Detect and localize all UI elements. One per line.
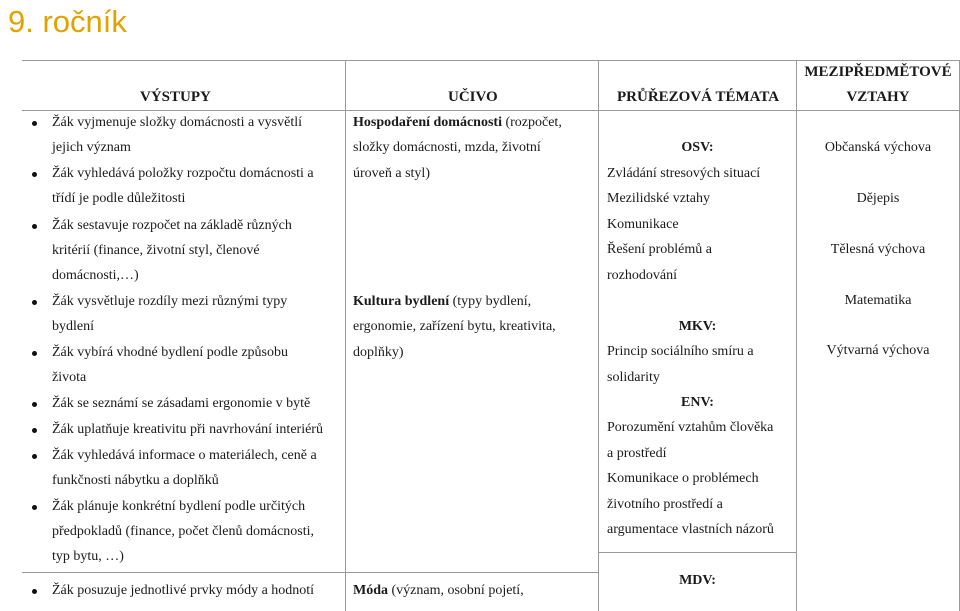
ucivo-topic-title: Kultura bydlení bbox=[353, 294, 450, 309]
ucivo-hospodareni bbox=[353, 114, 562, 132]
theme-item: Princip sociálního smíru a bbox=[607, 344, 754, 359]
ucivo-topic-text: (typy bydlení, bbox=[449, 294, 532, 309]
vystup-line: Žák plánuje konkrétní bydlení podle určitých bbox=[52, 499, 306, 514]
bullet-icon bbox=[32, 172, 37, 177]
vystup-line: domácnosti,…) bbox=[52, 268, 139, 283]
theme-item: Řešení problémů a bbox=[607, 242, 712, 257]
bullet-icon bbox=[32, 402, 37, 407]
column-divider bbox=[345, 60, 346, 611]
theme-mkv: MKV: bbox=[678, 319, 717, 334]
vystup-line: Žák vyhledává informace o materiálech, ceně a bbox=[52, 448, 317, 463]
bullet-icon bbox=[32, 589, 37, 594]
ucivo-kultura-bydleni bbox=[353, 293, 531, 311]
theme-item: životního prostředí a bbox=[607, 497, 723, 512]
ucivo-moda bbox=[353, 582, 524, 600]
bullet-icon bbox=[32, 454, 37, 459]
header-mezipredmetove-line2: VZTAHY bbox=[846, 89, 910, 105]
vystup-line: funkčnosti nábytku a doplňků bbox=[52, 473, 219, 488]
vystup-line: bydlení bbox=[52, 319, 94, 334]
theme-item: Komunikace bbox=[607, 217, 679, 232]
vystup-line: kritérií (finance, životní styl, členové bbox=[52, 243, 260, 258]
header-ucivo: UČIVO bbox=[448, 89, 498, 105]
ucivo-line: složky domácnosti, mzda, životní bbox=[353, 140, 541, 155]
ucivo-topic-title: Hospodaření domácnosti bbox=[353, 115, 502, 130]
row-divider bbox=[598, 552, 796, 553]
ucivo-line: úroveň a styl) bbox=[353, 166, 430, 181]
vystup-line: Žák vysvětluje rozdíly mezi různými typy bbox=[52, 294, 288, 309]
ucivo-line: doplňky) bbox=[353, 345, 404, 360]
subject-item: Dějepis bbox=[856, 191, 900, 206]
vystup-line: Žák vyhledává položky rozpočtu domácnosti a bbox=[52, 166, 314, 181]
ucivo-topic-text: (rozpočet, bbox=[501, 115, 562, 130]
subject-item: Občanská výchova bbox=[824, 140, 932, 155]
bullet-icon bbox=[32, 224, 37, 229]
bullet-icon bbox=[32, 428, 37, 433]
ucivo-topic-text: (význam, osobní pojetí, bbox=[388, 583, 524, 598]
bullet-icon bbox=[32, 300, 37, 305]
subject-item: Matematika bbox=[844, 293, 912, 308]
vystup-line: předpokladů (finance, počet členů domácnosti, bbox=[52, 524, 315, 539]
vystup-line: života bbox=[52, 370, 87, 385]
theme-item: solidarity bbox=[607, 370, 660, 385]
vystup-line: typ bytu, …) bbox=[52, 549, 124, 564]
row-divider bbox=[22, 572, 345, 573]
theme-osv: OSV: bbox=[681, 140, 714, 155]
theme-mdv: MDV: bbox=[679, 573, 716, 588]
theme-env: ENV: bbox=[681, 395, 714, 410]
theme-item: Zvládání stresových situací bbox=[607, 166, 761, 181]
vystup-line: jejich význam bbox=[52, 140, 131, 155]
header-prurezova-temata: PRŮŘEZOVÁ TÉMATA bbox=[617, 89, 780, 105]
ucivo-line: ergonomie, zařízení bytu, kreativita, bbox=[353, 319, 556, 334]
bullet-icon bbox=[32, 351, 37, 356]
vystup-line: Žák sestavuje rozpočet na základě různých bbox=[52, 218, 292, 233]
table-border-top bbox=[22, 60, 960, 61]
bullet-icon bbox=[32, 505, 37, 510]
vystup-line: Žák vyjmenuje složky domácnosti a vysvětlí bbox=[52, 115, 303, 130]
theme-item: Mezilidské vztahy bbox=[607, 191, 711, 206]
bullet-icon bbox=[32, 121, 37, 126]
subject-item: Tělesná výchova bbox=[830, 242, 926, 257]
header-vystupy: VÝSTUPY bbox=[140, 89, 211, 105]
theme-item: a prostředí bbox=[607, 446, 667, 461]
theme-item: Porozumění vztahům člověka bbox=[607, 420, 774, 435]
theme-item: Komunikace o problémech bbox=[607, 471, 759, 486]
page-title: 9. ročník bbox=[8, 4, 127, 39]
vystup-line: Žák se seznámí se zásadami ergonomie v bytě bbox=[52, 396, 311, 411]
table-header-divider bbox=[22, 110, 960, 111]
theme-item: rozhodování bbox=[607, 268, 677, 283]
vystup-line: Žák uplatňuje kreativitu při navrhování interiérů bbox=[52, 422, 323, 437]
subject-item: Výtvarná výchova bbox=[826, 343, 930, 358]
vystup-line: Žák posuzuje jednotlivé prvky módy a hodnotí bbox=[52, 583, 315, 598]
theme-item: argumentace vlastních názorů bbox=[607, 522, 774, 537]
vystup-line: třídí je podle důležitosti bbox=[52, 191, 186, 206]
vystup-line: Žák vybírá vhodné bydlení podle způsobu bbox=[52, 345, 289, 360]
header-mezipredmetove-line1: MEZIPŘEDMĚTOVÉ bbox=[804, 64, 952, 80]
ucivo-topic-title: Móda bbox=[353, 583, 388, 598]
row-divider bbox=[345, 572, 598, 573]
